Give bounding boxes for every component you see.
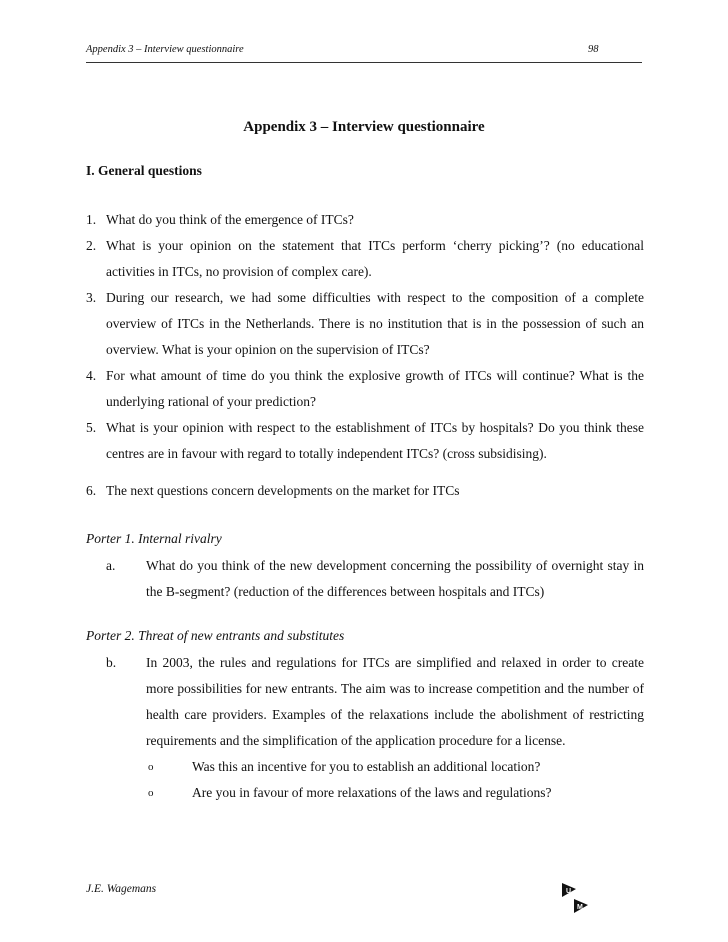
item-text: During our research, we had some difficulties with respect to the composition of a complete overview of ITCs in the Netherlands. There is no institution that is in the possession of such an overview. What is your opinion on the supervision of ITCs? <box>106 290 644 357</box>
bullet-icon: o <box>148 761 154 773</box>
bullet-text: Was this an incentive for you to establish an additional location? <box>192 759 541 774</box>
item-number: 6. <box>86 483 97 498</box>
item-letter: b. <box>106 655 117 670</box>
item-text: In 2003, the rules and regulations for ITCs are simplified and relaxed in order to create more possibilities for new entrants. The aim was to increase competition and the number of health care providers. Examples of the relaxations include the abolishment of restricting requirements and the simplification of the application procedure for a license. <box>146 655 644 748</box>
question-6 <box>86 478 644 504</box>
page-title: Appendix 3 – Interview questionnaire <box>243 119 485 135</box>
header-rule <box>86 62 642 63</box>
item-number: 5. <box>86 420 97 435</box>
header-title: Appendix 3 – Interview questionnaire <box>86 44 244 55</box>
general-questions-list <box>86 207 644 467</box>
sub-question <box>106 650 644 754</box>
list-item <box>86 285 644 363</box>
logo-letter-m: M <box>577 904 583 911</box>
running-header <box>86 44 642 60</box>
porter-2-questions <box>86 650 644 806</box>
item-text: What is your opinion on the statement that ITCs perform ‘cherry picking’? (no educational activities in ITCs, no provision of complex care). <box>106 238 644 279</box>
list-item <box>86 478 644 504</box>
logo-letter-u: U <box>566 888 572 895</box>
item-number: 2. <box>86 238 97 253</box>
porter-2-heading: Porter 2. Threat of new entrants and substitutes <box>86 628 345 643</box>
item-number: 4. <box>86 368 97 383</box>
item-text: The next questions concern developments on the market for ITCs <box>106 483 460 498</box>
item-text: What do you think of the new development concerning the possibility of overnight stay in the B-segment? (reduction of the differences between hospitals and ITCs) <box>146 558 644 599</box>
sub-question <box>106 553 644 605</box>
list-item <box>86 363 644 415</box>
footer-author: J.E. Wagemans <box>86 883 157 895</box>
bullet-item <box>148 754 644 780</box>
um-logo-icon <box>560 881 590 915</box>
list-item <box>86 233 644 285</box>
item-letter: a. <box>106 558 116 573</box>
bullet-text: Are you in favour of more relaxations of the laws and regulations? <box>192 785 552 800</box>
porter-1-questions <box>86 553 644 605</box>
list-item <box>86 415 644 467</box>
bullet-item <box>148 780 644 806</box>
page-number: 98 <box>588 44 599 55</box>
item-text: For what amount of time do you think the explosive growth of ITCs will continue? What is the underlying rational of your prediction? <box>106 368 644 409</box>
section-heading-general: I. General questions <box>86 163 202 178</box>
bullet-icon: o <box>148 787 154 799</box>
porter-1-heading: Porter 1. Internal rivalry <box>86 531 222 546</box>
item-text: What do you think of the emergence of ITCs? <box>106 212 354 227</box>
item-text: What is your opinion with respect to the establishment of ITCs by hospitals? Do you think these centres are in favour with regard to totally independent ITCs? (cross subsidising). <box>106 420 644 461</box>
list-item <box>86 207 644 233</box>
item-number: 3. <box>86 290 97 305</box>
item-number: 1. <box>86 212 97 227</box>
